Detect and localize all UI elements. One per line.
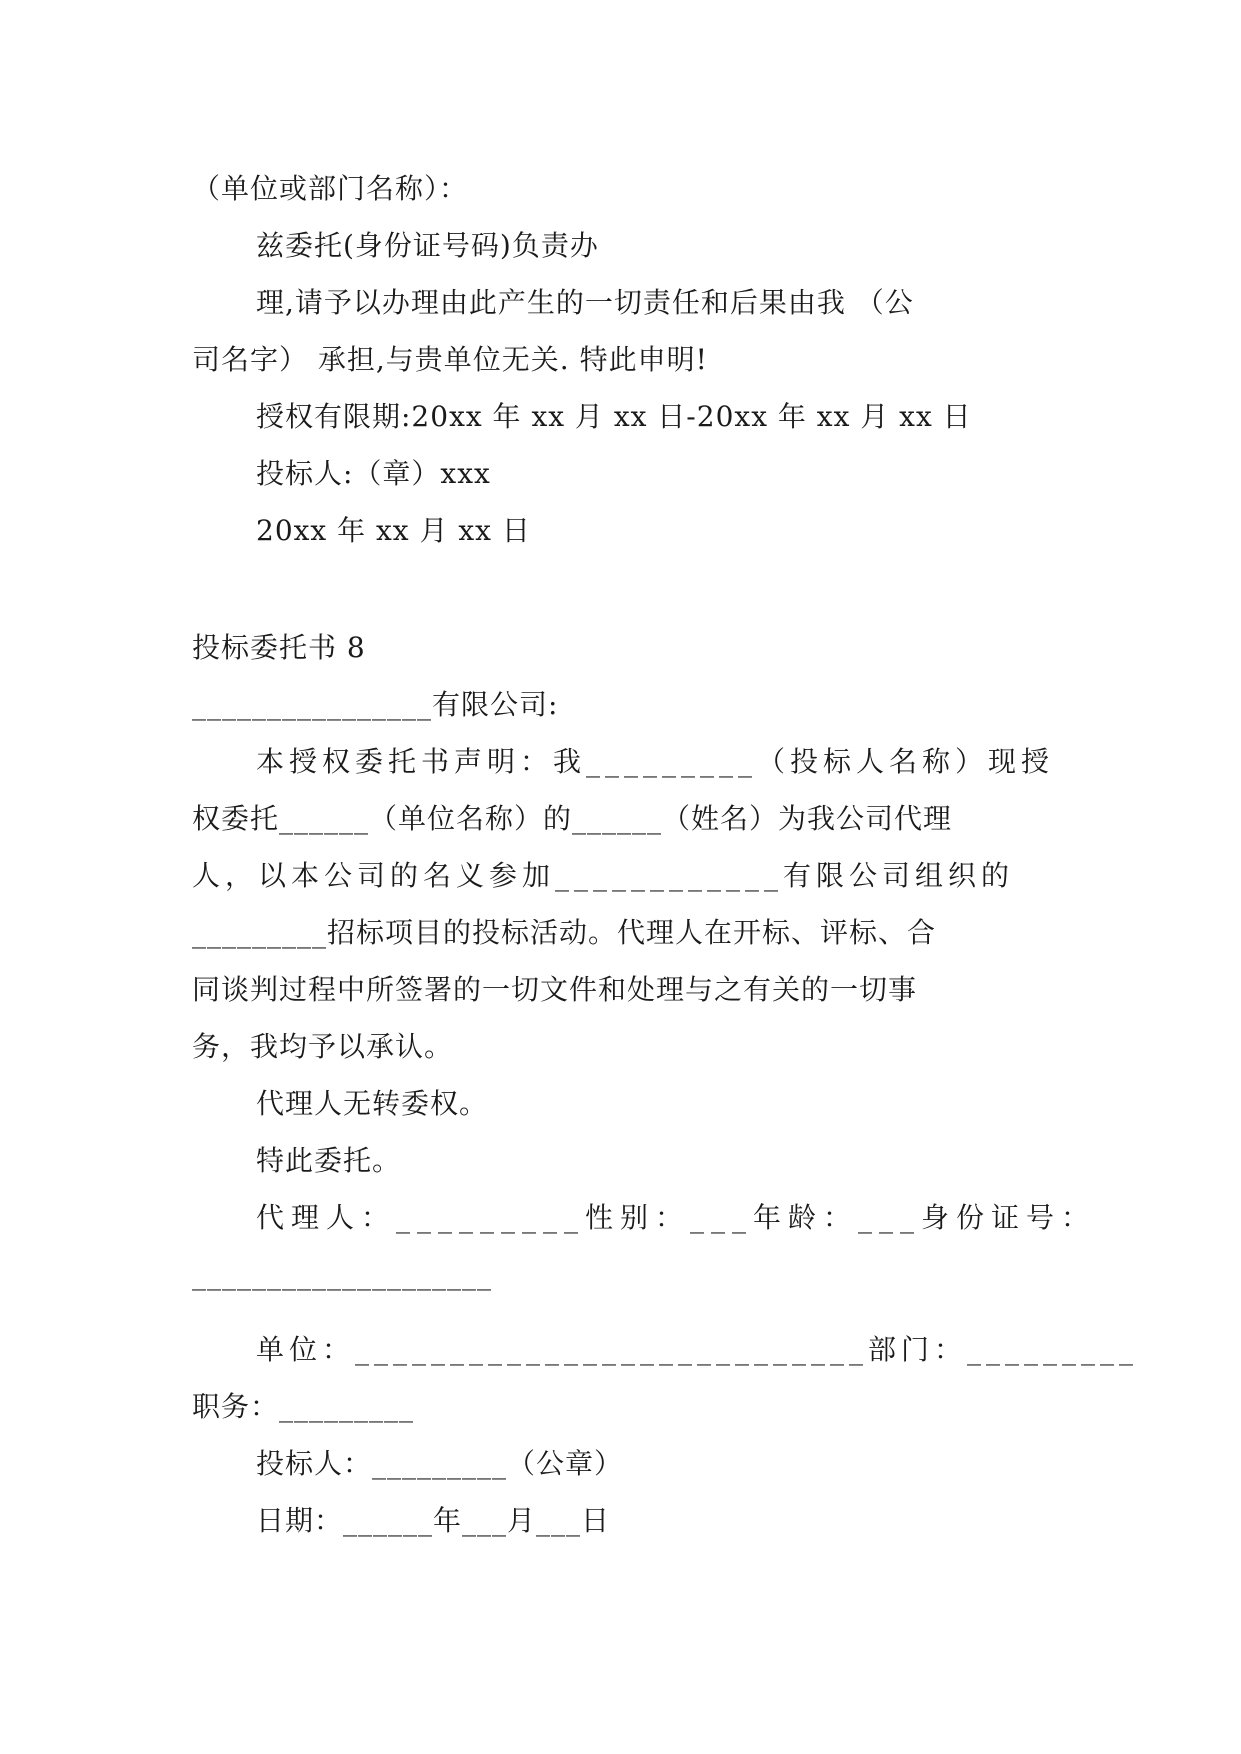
body-line-2: 权委托______（单位名称）的______（姓名）为我公司代理 bbox=[192, 802, 953, 835]
body-line-5: 同谈判过程中所签署的一切文件和处理与之有关的一切事 bbox=[192, 973, 918, 1006]
body-line-4: _________招标项目的投标活动。代理人在开标、评标、合 bbox=[192, 916, 937, 949]
agent-id-blank: ____________________ bbox=[192, 1258, 492, 1291]
entrust-line-3: 司名字） 承担,与贵单位无关. 特此申明! bbox=[192, 343, 708, 376]
hereby-line: 特此委托。 bbox=[256, 1144, 402, 1177]
spacer bbox=[192, 1303, 1052, 1321]
position-line: 职务：_________ bbox=[192, 1390, 415, 1423]
body-line-6: 务，我均予以承认。 bbox=[192, 1030, 454, 1063]
section-title-8: 投标委托书 8 bbox=[192, 631, 366, 664]
body-line-3: 人，以本公司的名义参加____________有限公司组织的 bbox=[192, 859, 1015, 892]
body-line-1: 本授权委托书声明：我_________（投标人名称）现授 bbox=[256, 745, 1055, 778]
no-transfer-line: 代理人无转委权。 bbox=[256, 1087, 489, 1120]
addressee-line-7: （单位或部门名称）： bbox=[192, 172, 469, 205]
agent-info-line: 代理人：_________性别：___年龄：___身份证号： bbox=[256, 1201, 1097, 1234]
bidder-seal-line: 投标人:（章）xxx bbox=[256, 457, 491, 490]
validity-line: 授权有限期:20xx 年 xx 月 xx 日-20xx 年 xx 月 xx 日 bbox=[256, 400, 972, 433]
bidder-signature-line: 投标人：_________（公章） bbox=[256, 1447, 624, 1480]
addressee-line-8: ________________有限公司: bbox=[192, 688, 559, 721]
document-content bbox=[192, 160, 1139, 1549]
section-gap bbox=[192, 559, 1052, 619]
entrust-line-2: 理,请予以办理由此产生的一切责任和后果由我 （公 bbox=[256, 286, 914, 319]
entrust-line-1: 兹委托(身份证号码)负责办 bbox=[256, 229, 599, 262]
date-line-7: 20xx 年 xx 月 xx 日 bbox=[256, 514, 531, 547]
date-line-8: 日期：______年___月___日 bbox=[256, 1504, 611, 1537]
unit-dept-line: 单位：___________________________部门：_________ bbox=[256, 1333, 1139, 1366]
